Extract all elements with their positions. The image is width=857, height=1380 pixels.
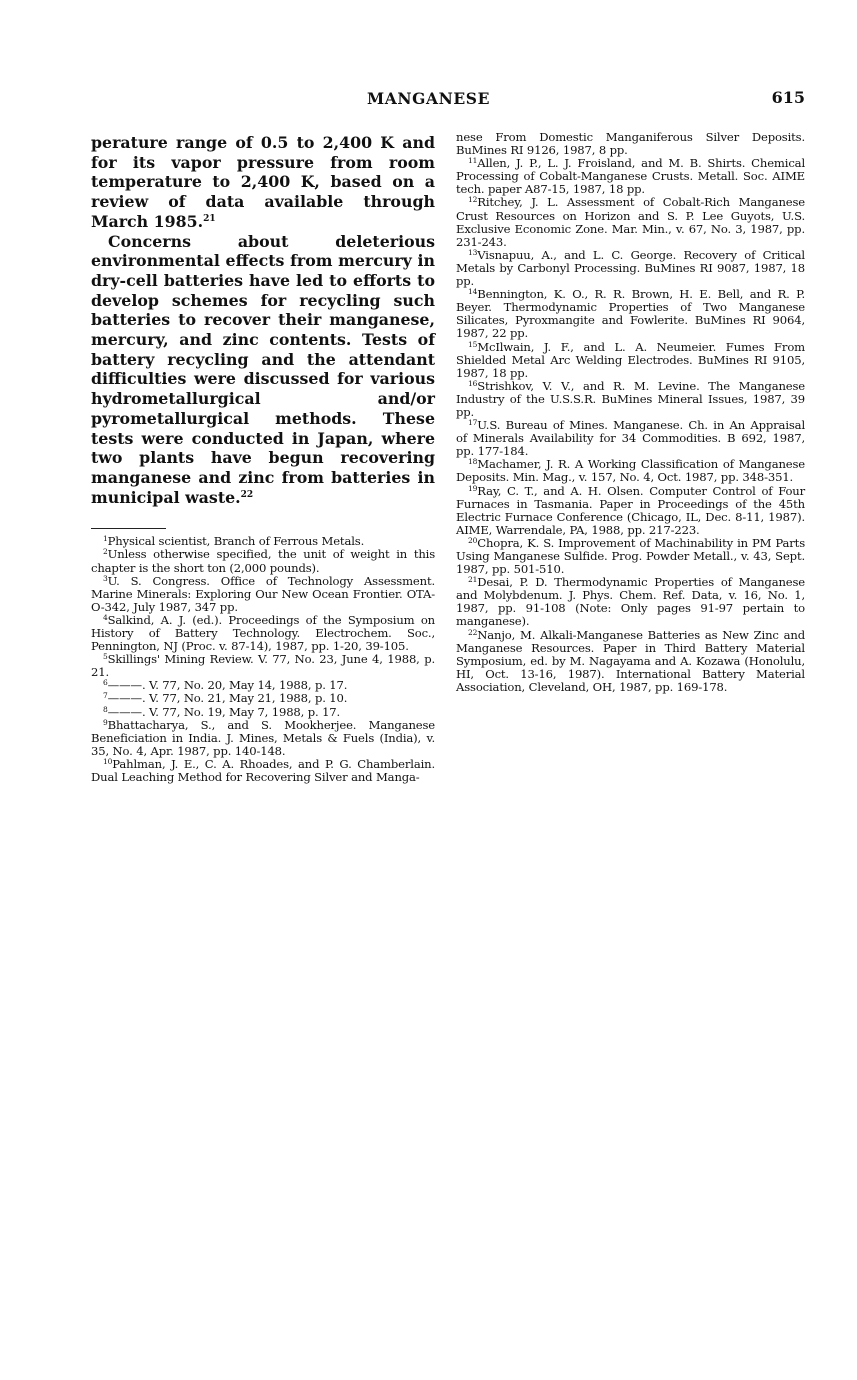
footnote	[456, 419, 805, 458]
footnotes-left	[91, 535, 435, 784]
footnote-number: 10	[103, 756, 113, 766]
footnote-number: 4	[103, 612, 108, 622]
footnote	[91, 758, 435, 784]
footnote-text: Desai, P. D. Thermodynamic Properties of Manganese and Molybdenum. J. Phys. Chem. Ref. Data, v. 16, No. 1, 1987, pp. 91-108 (Note: Only pages 91-97 pertain to manganese).	[456, 575, 805, 629]
footnote	[456, 629, 805, 694]
footnote-text: Bhattacharya, S., and S. Mookherjee. Manganese Beneficiation in India. J. Mines, Metals & Fuels (India), v. 35, No. 4, Apr. 1987, pp. 140-148.	[91, 717, 435, 758]
footnote-text: ———. V. 77, No. 19, May 7, 1988, p. 17.	[107, 704, 341, 719]
footnote-number: 18	[468, 457, 478, 467]
footnote	[91, 575, 435, 614]
footnote-ref: 22	[240, 489, 254, 500]
footnote-number: 14	[468, 287, 478, 297]
footnote-text: ———. V. 77, No. 20, May 14, 1988, p. 17.	[107, 678, 348, 693]
footnote-text: Visnapuu, A., and L. C. George. Recovery of Critical Metals by Carbonyl Processing. BuMines RI 9087, 1987, 18 pp.	[456, 247, 805, 289]
footnote	[456, 341, 805, 380]
footnote-number: 5	[103, 652, 108, 662]
footnote	[456, 458, 805, 484]
right-column	[456, 131, 805, 694]
footnote-text: Unless otherwise specified, the unit of weight in this chapter is the short ton (2,000 pounds).	[91, 547, 435, 575]
body-paragraph	[91, 133, 435, 232]
footnote-number: 2	[103, 547, 108, 557]
footnote-number: 7	[103, 691, 108, 701]
footnote-number: 21	[468, 575, 478, 585]
footnote-text: U.S. Bureau of Mines. Manganese. Ch. in An Appraisal of Minerals Availability for 34 Commodities. B 692, 1987, pp. 177-184.	[456, 418, 805, 459]
footnote-number: 6	[103, 678, 108, 688]
footnote-text: Skillings' Mining Review. V. 77, No. 23, June 4, 1988, p. 21.	[91, 652, 435, 680]
footnote-divider	[91, 528, 166, 529]
footnote-ref: 21	[203, 213, 216, 224]
footnote	[456, 380, 805, 419]
footnote	[456, 249, 805, 288]
footnote-text: Machamer, J. R. A Working Classification of Manganese Deposits. Min. Mag., v. 157, No. 4, Oct. 1987, pp. 348-351.	[456, 457, 805, 485]
footnote-text: Nanjo, M. Alkali-Manganese Batteries as New Zinc and Manganese Resources. Paper in Third Battery Material Symposium, ed. by M. Nagayama and A. Kozawa (Honolulu, HI, Oct. 13-16, 1987). International Battery Material Association, Cleveland, OH, 1987, pp. 169-178.	[456, 627, 805, 694]
footnote-number: 22	[468, 627, 478, 637]
footnote-text: McIlwain, J. F., and L. A. Neumeier. Fumes From Shielded Metal Arc Welding Electrodes. BuMines RI 9105, 1987, 18 pp.	[456, 339, 805, 380]
footnote-text: Chopra, K. S. Improvement of Machinability in PM Parts Using Manganese Sulfide. Prog. Powder Metall., v. 43, Sept. 1987, pp. 501-510.	[456, 535, 805, 577]
footnote-number: 8	[103, 704, 108, 714]
footnote-text: U. S. Congress. Office of Technology Assessment. Marine Minerals: Exploring Our New Ocean Frontier. OTA-O-342, July 1987, 347 pp.	[91, 573, 435, 614]
footnote-text: Allen, J. P., L. J. Froisland, and M. B. Shirts. Chemical Processing of Cobalt-Manganese Crusts. Metall. Soc. AIME tech. paper A87-15, 1987, 18 pp.	[456, 156, 805, 197]
footnote-text: Pahlman, J. E., C. A. Rhoades, and P. G. Chamberlain. Dual Leaching Method for Recovering Silver and Manga-	[91, 756, 435, 785]
footnote-number: 16	[468, 378, 478, 388]
footnote-number: 11	[468, 156, 478, 166]
footnote-number: 1	[103, 534, 108, 544]
footnote-number: 19	[468, 483, 478, 493]
footnote-text: nese From Domestic Manganiferous Silver Deposits. BuMines RI 9126, 1987, 8 pp.	[456, 130, 805, 158]
footnote	[91, 719, 435, 758]
footnote-number: 9	[103, 717, 108, 727]
footnote-number: 12	[468, 195, 478, 205]
footnote-continued	[456, 131, 805, 157]
footnote	[91, 614, 435, 653]
footnote	[456, 576, 805, 628]
footnote-number: 15	[468, 339, 478, 349]
footnote-text: Physical scientist, Branch of Ferrous Metals.	[107, 534, 365, 549]
footnote	[456, 288, 805, 340]
paragraph-text: Concerns about deleterious environmental effects from mercury in dry-cell batteries have led to efforts to develop schemes for recycling such batteries to recover their manganese, mercury, and zinc contents. Tests of battery recycling and the attendant difficulties were discussed for various hydrometallurgical and/or pyrometallurgical methods. These tests were conducted in Japan, where two plants have begun recovering manganese and zinc from batteries in municipal waste.	[91, 231, 435, 507]
footnote-number: 17	[468, 418, 478, 428]
footnote-number: 13	[468, 247, 478, 257]
running-header: MANGANESE	[366, 89, 490, 108]
footnote	[456, 537, 805, 576]
footnote-number: 20	[468, 535, 478, 545]
footnote-text: Strishkov, V. V., and R. M. Levine. The Manganese Industry of the U.S.S.R. BuMines Mineral Issues, 1987, 39 pp.	[456, 378, 805, 419]
body-paragraph	[91, 232, 435, 508]
footnote-text: ———. V. 77, No. 21, May 21, 1988, p. 10.	[107, 691, 348, 706]
footnote	[91, 548, 435, 574]
footnote-text: Bennington, K. O., R. R. Brown, H. E. Bell, and R. P. Beyer. Thermodynamic Properties of Two Manganese Silicates, Pyroxmangite and Fowlerite. BuMines RI 9064, 1987, 22 pp.	[456, 287, 805, 341]
left-column	[91, 133, 435, 784]
footnote	[456, 485, 805, 537]
paragraph-text: perature range of 0.5 to 2,400 K and for its vapor pressure from room temperature to 2,400 K, based on a review of data available through March 1985.	[91, 133, 435, 231]
footnote	[91, 653, 435, 679]
footnote	[456, 196, 805, 248]
footnote-text: Ritchey, J. L. Assessment of Cobalt-Rich Manganese Crust Resources on Horizon and S. P. Lee Guyots, U.S. Exclusive Economic Zone. Mar. Min., v. 67, No. 3, 1987, pp. 231-243.	[456, 195, 805, 249]
footnote-text: Ray, C. T., and A. H. Olsen. Computer Control of Four Furnaces in Tasmania. Paper in Proceedings of the 45th Electric Furnace Conference (Chicago, IL, Dec. 8-11, 1987). AIME, Warrendale, PA, 1988, pp. 217-223.	[456, 483, 805, 537]
page-number: 615	[771, 88, 805, 107]
footnote	[456, 157, 805, 196]
footnote-text: Salkind, A. J. (ed.). Proceedings of the Symposium on History of Battery Technology. Electrochem. Soc., Pennington, NJ (Proc. v. 87-14), 1987, pp. 1-20, 39-105.	[91, 612, 435, 654]
footnote-number: 3	[103, 573, 108, 583]
